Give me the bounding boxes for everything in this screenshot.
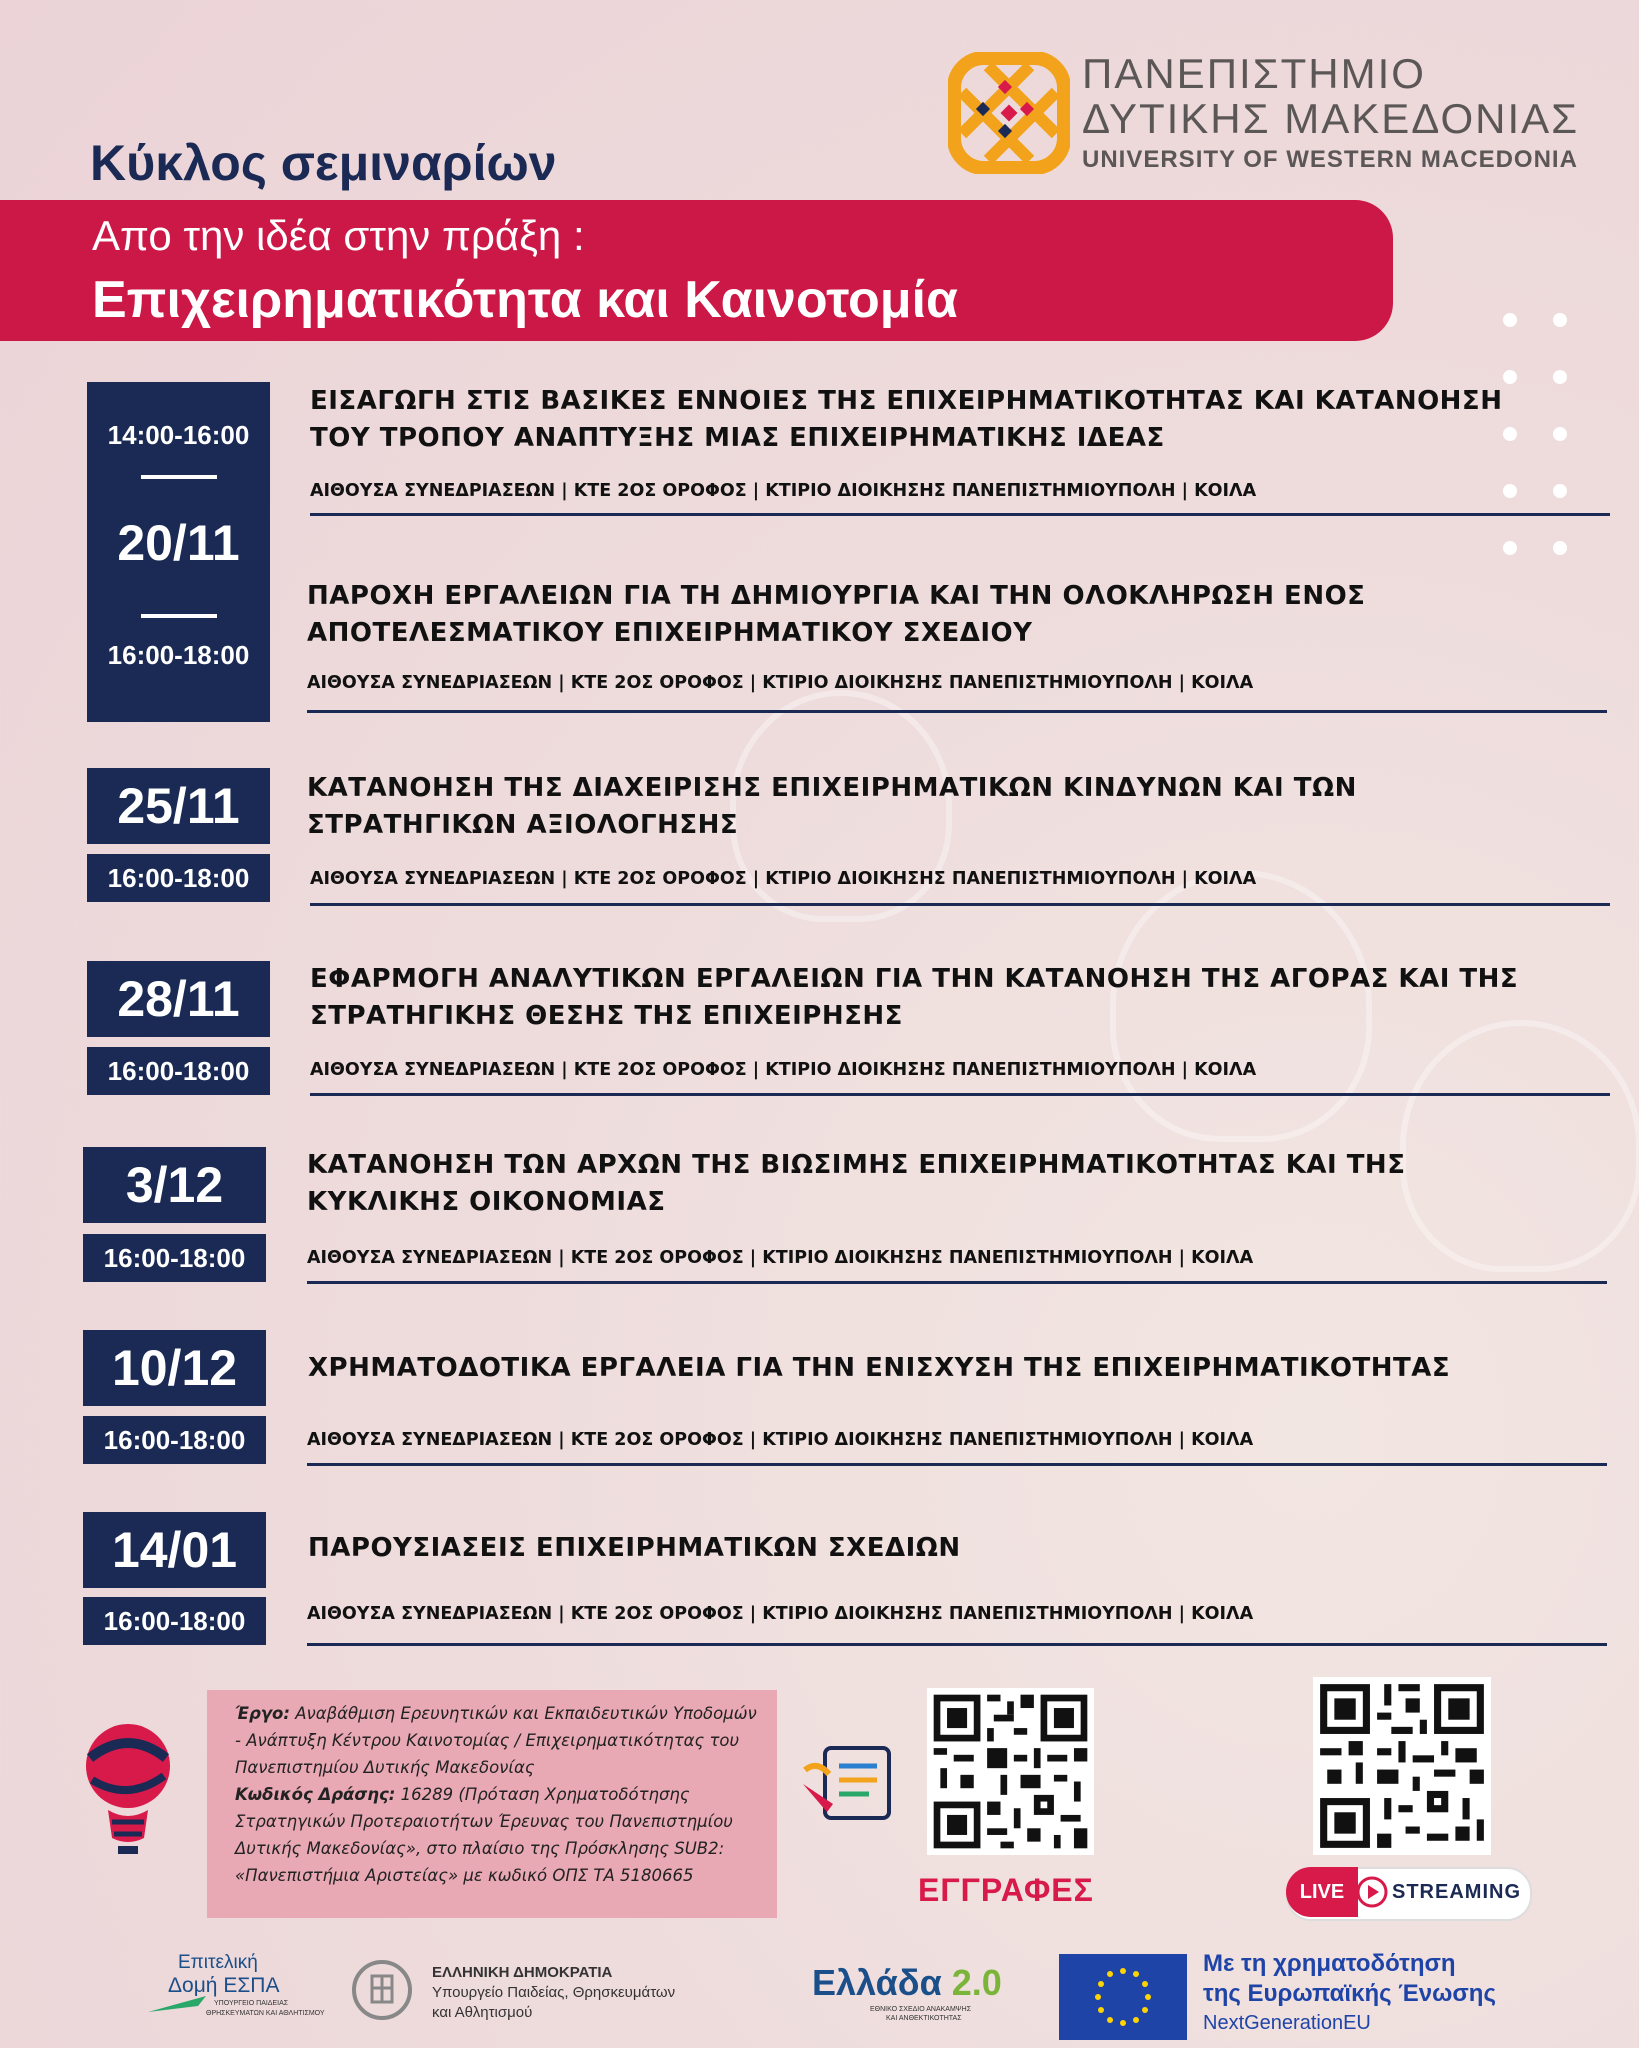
decorative-dot: [1553, 541, 1567, 555]
registration-label[interactable]: ΕΓΓΡΑΦΕΣ: [918, 1872, 1094, 1908]
decorative-dot: [1503, 313, 1517, 327]
session-underline: [307, 710, 1607, 713]
session-title: ΕΦΑΡΜΟΓΗ ΑΝΑΛΥΤΙΚΩΝ ΕΡΓΑΛΕΙΩΝ ΓΙΑ ΤΗΝ ΚΑΤΑΝΟΗΣΗ ΤΗΣ ΑΓΟΡΑΣ ΚΑΙ ΤΗΣ ΣΤΡΑΤΗΓΙΚΗΣ ΘΕΣΗΣ ΤΗΣ ΕΠΙΧΕΙΡΗΣΗΣ: [310, 964, 1519, 1031]
session-time: 16:00-18:00: [107, 640, 250, 670]
gov-line2: Υπουργείο Παιδείας, Θρησκευμάτων: [432, 1984, 676, 2001]
greece-20-version: 2.0: [951, 1962, 1002, 2003]
form-icon: [797, 1740, 909, 1835]
session-time: 16:00-18:00: [107, 863, 250, 893]
eu-line3: NextGenerationEU: [1203, 2012, 1371, 2034]
series-label: Κύκλος σεμιναρίων: [90, 135, 557, 191]
session-underline: [310, 903, 1610, 906]
session-date: 28/11: [117, 971, 240, 1027]
session-date-box: [83, 1147, 266, 1223]
background-bulb-decoration: [1400, 1020, 1639, 1272]
session-location: ΑΙΘΟΥΣΑ ΣΥΝΕΔΡΙΑΣΕΩΝ | ΚΤΕ 2ΟΣ ΟΡΟΦΟΣ | ΚΤΙΡΙΟ ΔΙΟΙΚΗΣΗΣ ΠΑΝΕΠΙΣΤΗΜΙΟΥΠΟΛΗ | ΚΟΙΛΑ: [307, 1604, 1254, 1624]
university-name-en: UNIVERSITY OF WESTERN MACEDONIA: [1082, 146, 1578, 173]
decorative-dot: [1553, 427, 1567, 441]
session-time-box: [83, 1597, 266, 1645]
greek-coat-of-arms-icon: [350, 1958, 414, 2022]
decorative-dot: [1503, 541, 1517, 555]
banner-subtitle: Απο την ιδέα στην πράξη :: [92, 212, 585, 259]
session-date-box: [83, 1330, 266, 1406]
session-location: ΑΙΘΟΥΣΑ ΣΥΝΕΔΡΙΑΣΕΩΝ | ΚΤΕ 2ΟΣ ΟΡΟΦΟΣ | ΚΤΙΡΙΟ ΔΙΟΙΚΗΣΗΣ ΠΑΝΕΠΙΣΤΗΜΙΟΥΠΟΛΗ | ΚΟΙΛΑ: [307, 1248, 1254, 1268]
session-title: ΕΙΣΑΓΩΓΗ ΣΤΙΣ ΒΑΣΙΚΕΣ ΕΝΝΟΙΕΣ ΤΗΣ ΕΠΙΧΕΙΡΗΜΑΤΙΚΟΤΗΤΑΣ ΚΑΙ ΚΑΤΑΝΟΗΣΗ ΤΟΥ ΤΡΟΠΟΥ ΑΝΑΠΤΥΞΗΣ ΜΙΑΣ ΕΠΙΧΕΙΡΗΜΑΤΙΚΗΣ ΙΔΕΑΣ: [310, 386, 1503, 453]
divider: [141, 614, 217, 618]
action-code-text: 16289 (Πρόταση Χρηματοδότησης Στρατηγικών Προτεραιοτήτων Έρευνας του Πανεπιστημίου Δυτικής Μακεδονίας», στο πλαίσιο της Πρόσκλησης SUB2: «Πανεπιστήμια Αριστείας» με κωδικό ΟΠΣ ΤΑ 5180665: [235, 1785, 733, 1885]
eu-flag-icon: [1059, 1954, 1187, 2040]
session-time: 16:00-18:00: [107, 1056, 250, 1086]
decorative-dot: [1503, 484, 1517, 498]
session-location: ΑΙΘΟΥΣΑ ΣΥΝΕΔΡΙΑΣΕΩΝ | ΚΤΕ 2ΟΣ ΟΡΟΦΟΣ | ΚΤΙΡΙΟ ΔΙΟΙΚΗΣΗΣ ΠΑΝΕΠΙΣΤΗΜΙΟΥΠΟΛΗ | ΚΟΙΛΑ: [310, 869, 1257, 889]
session-date: 20/11: [117, 515, 240, 571]
session-title: ΠΑΡΟΧΗ ΕΡΓΑΛΕΙΩΝ ΓΙΑ ΤΗ ΔΗΜΙΟΥΡΓΙΑ ΚΑΙ ΤΗΝ ΟΛΟΚΛΗΡΩΣΗ ΕΝΟΣ ΑΠΟΤΕΛΕΣΜΑΤΙΚΟΥ ΕΠΙΧΕΙΡΗΜΑΤΙΚΟΥ ΣΧΕΔΙΟΥ: [307, 581, 1366, 648]
play-icon: [1356, 1876, 1388, 1908]
greece-20-sub2: ΚΑΙ ΑΝΘΕΚΤΙΚΟΤΗΤΑΣ: [886, 2015, 962, 2022]
session-location: ΑΙΘΟΥΣΑ ΣΥΝΕΔΡΙΑΣΕΩΝ | ΚΤΕ 2ΟΣ ΟΡΟΦΟΣ | ΚΤΙΡΙΟ ΔΙΟΙΚΗΣΗΣ ΠΑΝΕΠΙΣΤΗΜΙΟΥΠΟΛΗ | ΚΟΙΛΑ: [307, 1430, 1254, 1450]
session-location: ΑΙΘΟΥΣΑ ΣΥΝΕΔΡΙΑΣΕΩΝ | ΚΤΕ 2ΟΣ ΟΡΟΦΟΣ | ΚΤΙΡΙΟ ΔΙΟΙΚΗΣΗΣ ΠΑΝΕΠΙΣΤΗΜΙΟΥΠΟΛΗ | ΚΟΙΛΑ: [310, 1060, 1257, 1080]
session-location: ΑΙΘΟΥΣΑ ΣΥΝΕΔΡΙΑΣΕΩΝ | ΚΤΕ 2ΟΣ ΟΡΟΦΟΣ | ΚΤΙΡΙΟ ΔΙΟΙΚΗΣΗΣ ΠΑΝΕΠΙΣΤΗΜΙΟΥΠΟΛΗ | ΚΟΙΛΑ: [310, 481, 1257, 501]
session-underline: [307, 1281, 1607, 1284]
university-name-line1: ΠΑΝΕΠΙΣΤΗΜΙΟ: [1082, 50, 1426, 97]
gov-line1: ΕΛΛΗΝΙΚΗ ΔΗΜΟΚΡΑΤΙΑ: [432, 1964, 613, 1981]
session-location: ΑΙΘΟΥΣΑ ΣΥΝΕΔΡΙΑΣΕΩΝ | ΚΤΕ 2ΟΣ ΟΡΟΦΟΣ | ΚΤΙΡΙΟ ΔΙΟΙΚΗΣΗΣ ΠΑΝΕΠΙΣΤΗΜΙΟΥΠΟΛΗ | ΚΟΙΛΑ: [307, 673, 1254, 693]
divider: [141, 475, 217, 479]
greece-20-sub1: ΕΘΝΙΚΟ ΣΧΕΔΙΟ ΑΝΑΚΑΜΨΗΣ: [870, 2006, 972, 2013]
eu-line2: της Ευρωπαϊκής Ένωσης: [1203, 1980, 1496, 2007]
session-title: ΧΡΗΜΑΤΟΔΟΤΙΚΑ ΕΡΓΑΛΕΙΑ ΓΙΑ ΤΗΝ ΕΝΙΣΧΥΣΗ ΤΗΣ ΕΠΙΧΕΙΡΗΜΑΤΙΚΟΤΗΤΑΣ: [308, 1353, 1451, 1383]
session-date-box: [87, 768, 270, 844]
innovation-center-logo-icon: [78, 1718, 178, 1868]
session-time-box: [87, 1047, 270, 1095]
action-code-label: Κωδικός Δράσης:: [235, 1785, 396, 1804]
session-time-box: [87, 854, 270, 902]
university-logo-icon: [948, 52, 1070, 174]
gov-line3: και Αθλητισμού: [432, 2004, 533, 2021]
project-text: Αναβάθμιση Ερευνητικών και Εκπαιδευτικών Υποδομών - Ανάπτυξη Κέντρου Καινοτομίας / Επιχειρηματικότητας του Πανεπιστημίου Δυτικής Μακεδονίας: [235, 1704, 757, 1777]
decorative-dot: [1503, 370, 1517, 384]
session-title: ΚΑΤΑΝΟΗΣΗ ΤΩΝ ΑΡΧΩΝ ΤΗΣ ΒΙΩΣΙΜΗΣ ΕΠΙΧΕΙΡΗΜΑΤΙΚΟΤΗΤΑΣ ΚΑΙ ΤΗΣ ΚΥΚΛΙΚΗΣ ΟΙΚΟΝΟΜΙΑΣ: [307, 1150, 1406, 1217]
espa-logo-line2: Δομή ΕΣΠΑ: [168, 1974, 280, 1997]
session-time: 16:00-18:00: [103, 1243, 246, 1273]
footer-logos: [0, 1940, 1639, 2048]
session-date: 25/11: [117, 778, 240, 834]
session-title: ΠΑΡΟΥΣΙΑΣΕΙΣ ΕΠΙΧΕΙΡΗΜΑΤΙΚΩΝ ΣΧΕΔΙΩΝ: [308, 1533, 961, 1563]
session-underline: [307, 1643, 1607, 1646]
session-date: 14/01: [111, 1522, 238, 1578]
project-info-text: [235, 1700, 765, 1889]
session-date-box: [83, 1512, 266, 1588]
registration-qr-code[interactable]: [927, 1688, 1094, 1855]
session-time-box: [83, 1234, 266, 1282]
session-time: 14:00-16:00: [107, 420, 250, 450]
session-date: 3/12: [125, 1157, 224, 1213]
eu-line1: Με τη χρηματοδότηση: [1203, 1950, 1456, 1977]
espa-logo-small1: ΥΠΟΥΡΓΕΙΟ ΠΑΙΔΕΙΑΣ: [214, 2000, 289, 2007]
espa-logo-line1: Επιτελική: [178, 1952, 258, 1973]
banner-title: Επιχειρηματικότητα και Καινοτομία: [92, 271, 958, 329]
livestream-qr-code[interactable]: [1313, 1677, 1491, 1855]
session-time: 16:00-18:00: [103, 1606, 246, 1636]
session-underline: [310, 513, 1610, 516]
greece-20-word: Ελλάδα: [812, 1962, 942, 2003]
session-title: ΚΑΤΑΝΟΗΣΗ ΤΗΣ ΔΙΑΧΕΙΡΙΣΗΣ ΕΠΙΧΕΙΡΗΜΑΤΙΚΩΝ ΚΙΝΔΥΝΩΝ ΚΑΙ ΤΩΝ ΣΤΡΑΤΗΓΙΚΩΝ ΑΞΙΟΛΟΓΗΣΗΣ: [307, 773, 1357, 840]
university-name-line2: ΔΥΤΙΚΗΣ ΜΑΚΕΔΟΝΙΑΣ: [1082, 95, 1580, 142]
project-label: Έργο:: [235, 1704, 290, 1723]
decorative-dot: [1553, 370, 1567, 384]
session-time: 16:00-18:00: [103, 1425, 246, 1455]
streaming-label: STREAMING: [1392, 1881, 1521, 1903]
espa-arrow-icon: [148, 1994, 208, 2014]
greece-20-text: [812, 1962, 1002, 2004]
session-underline: [310, 1093, 1610, 1096]
live-label: LIVE: [1286, 1867, 1358, 1917]
decorative-dot: [1553, 313, 1567, 327]
session-date-box: [87, 961, 270, 1037]
session-underline: [307, 1463, 1607, 1466]
espa-logo-small2: ΘΡΗΣΚΕΥΜΑΤΩΝ ΚΑΙ ΑΘΛΗΤΙΣΜΟΥ: [206, 2010, 325, 2017]
session-date-box: [87, 382, 270, 722]
decorative-dot: [1553, 484, 1567, 498]
session-date: 10/12: [111, 1340, 238, 1396]
session-time-box: [83, 1416, 266, 1464]
